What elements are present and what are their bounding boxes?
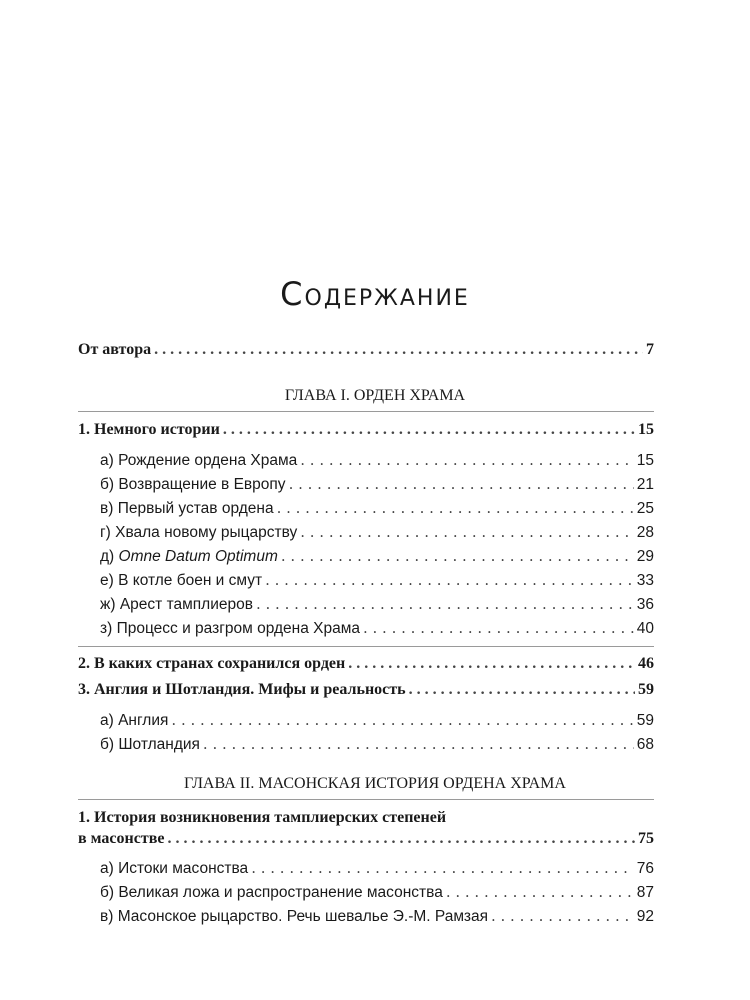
toc-entry-label: а) Истоки масонства — [100, 860, 249, 877]
toc-entry-sub[interactable] — [100, 734, 654, 755]
divider — [78, 799, 654, 800]
toc-entry-prefix: д) — [100, 548, 119, 565]
toc-entry-sub[interactable] — [100, 882, 654, 903]
leader-dots — [256, 594, 634, 614]
toc-entry-sub[interactable] — [100, 906, 654, 927]
toc-entry-label: ж) Арест тамплиеров — [100, 596, 253, 613]
toc-entry-page: 21 — [636, 476, 654, 493]
toc-entry-label — [100, 547, 278, 567]
leader-dots — [281, 546, 634, 566]
toc-entry-page: 25 — [636, 500, 654, 517]
toc-entry-page: 76 — [636, 860, 654, 877]
leader-dots — [348, 654, 635, 674]
leader-dots — [363, 618, 634, 638]
leader-dots — [171, 710, 633, 730]
leader-dots — [300, 450, 633, 470]
toc-entry-page: 36 — [636, 596, 654, 613]
toc-entry-page: 40 — [636, 620, 654, 637]
leader-dots — [277, 498, 634, 518]
chapter-2-heading: ГЛАВА II. МАСОНСКАЯ ИСТОРИЯ ОРДЕНА ХРАМА — [184, 775, 566, 792]
leader-dots — [409, 680, 635, 700]
toc-entry-page: 59 — [638, 681, 654, 698]
page-title: Содержание — [280, 275, 470, 313]
toc-entry-section-2-1-line1[interactable]: 1. История возникновения тамплиерских степеней — [78, 809, 447, 826]
divider — [78, 411, 654, 412]
toc-entry-label: От автора — [78, 341, 152, 358]
toc-entry-page: 7 — [646, 341, 654, 358]
toc-entry-italic-title: Omne Datum Optimum — [118, 548, 278, 565]
toc-entry-sub[interactable] — [100, 498, 654, 519]
toc-entry-label: 3. Англия и Шотландия. Мифы и реальность — [78, 681, 406, 698]
divider — [78, 646, 654, 647]
toc-entry-sub[interactable] — [100, 450, 654, 471]
toc-entry-section-1-3[interactable] — [78, 680, 654, 700]
toc-entry-label: в) Первый устав ордена — [100, 500, 274, 517]
leader-dots — [289, 474, 634, 494]
leader-dots — [223, 420, 635, 440]
leader-dots — [167, 829, 635, 849]
toc-entry-page: 87 — [636, 884, 654, 901]
toc-entry-label: б) Возвращение в Европу — [100, 476, 286, 493]
leader-dots — [300, 522, 634, 542]
toc-entry-sub[interactable] — [100, 618, 654, 639]
chapter-1-heading: ГЛАВА I. ОРДЕН ХРАМА — [284, 387, 466, 404]
toc-entry-label: з) Процесс и разгром ордена Храма — [100, 620, 360, 637]
toc-entry-label: а) Рождение ордена Храма — [100, 452, 298, 469]
toc-entry-section-2-1[interactable] — [78, 829, 654, 849]
leader-dots — [446, 882, 634, 902]
toc-entry-label: в масонстве — [78, 830, 165, 847]
toc-entry-sub[interactable] — [100, 710, 654, 731]
toc-entry-page: 59 — [636, 712, 654, 729]
toc-entry-author-note[interactable] — [78, 340, 654, 360]
toc-entry-label: б) Шотландия — [100, 736, 200, 753]
toc-entry-section-1-1[interactable] — [78, 420, 654, 440]
leader-dots — [154, 340, 643, 360]
leader-dots — [251, 858, 634, 878]
toc-entry-label: в) Масонское рыцарство. Речь шевалье Э.-М. Рамзая — [100, 908, 488, 925]
leader-dots — [265, 570, 634, 590]
toc-entry-sub[interactable] — [100, 546, 654, 567]
toc-entry-page: 28 — [636, 524, 654, 541]
toc-entry-page: 15 — [638, 421, 654, 438]
toc-entry-page: 29 — [636, 548, 654, 565]
toc-entry-page: 75 — [638, 830, 654, 847]
toc-entry-sub[interactable] — [100, 474, 654, 495]
toc-entry-page: 68 — [636, 736, 654, 753]
toc-entry-label: г) Хвала новому рыцарству — [100, 524, 298, 541]
toc-entry-sub[interactable] — [100, 594, 654, 615]
toc-entry-page: 92 — [636, 908, 654, 925]
toc-entry-label: е) В котле боен и смут — [100, 572, 263, 589]
toc-entry-page: 46 — [638, 655, 654, 672]
toc-entry-section-1-2[interactable] — [78, 654, 654, 674]
toc-entry-sub[interactable] — [100, 570, 654, 591]
toc-entry-label: 1. Немного истории — [78, 421, 220, 438]
toc-entry-label: а) Англия — [100, 712, 169, 729]
toc-entry-label: 2. В каких странах сохранился орден — [78, 655, 346, 672]
toc-entry-page: 15 — [636, 452, 654, 469]
toc-entry-sub[interactable] — [100, 858, 654, 879]
toc-entry-label: б) Великая ложа и распространение масонства — [100, 884, 443, 901]
leader-dots — [491, 906, 634, 926]
leader-dots — [203, 734, 634, 754]
toc-entry-page: 33 — [636, 572, 654, 589]
toc-entry-sub[interactable] — [100, 522, 654, 543]
